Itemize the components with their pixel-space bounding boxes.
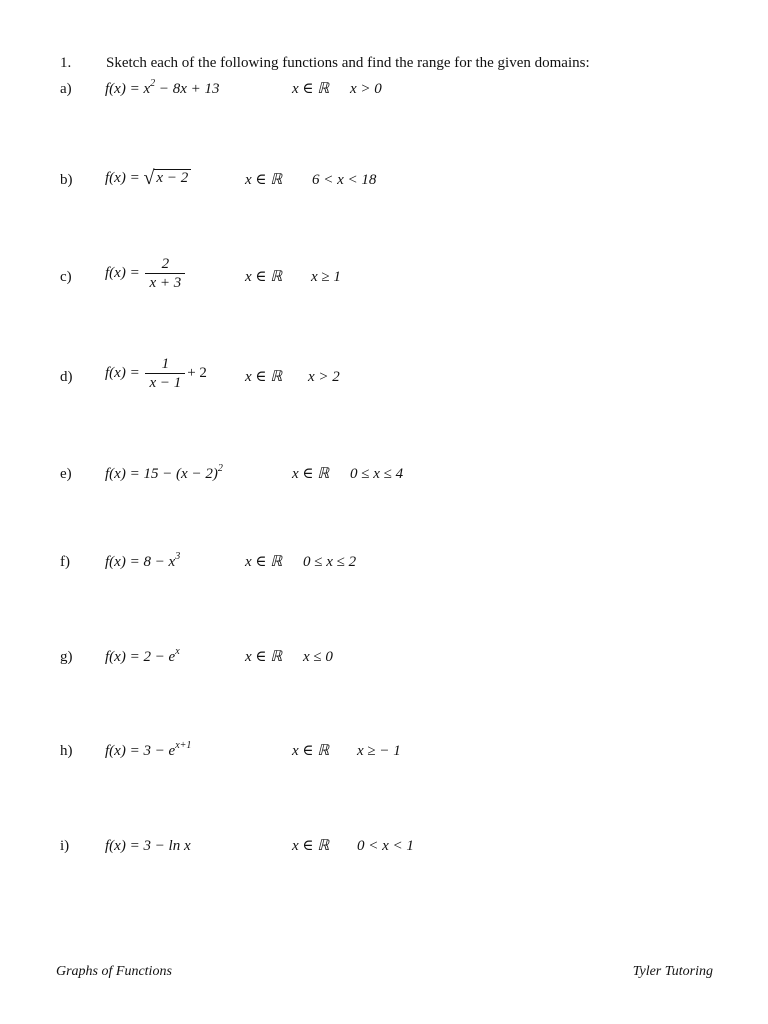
footer-title: Graphs of Functions xyxy=(56,964,172,979)
item-h-set: x ∈ ℝ xyxy=(292,743,330,759)
item-h-label: h) xyxy=(60,743,73,759)
item-g-domain: x ≤ 0 xyxy=(303,649,333,665)
item-d-function: f(x) = $\frac{1}{x - 1}$ + 2 xyxy=(105,356,207,391)
item-c-function: f(x) = $\frac{2}{x + 3}$ xyxy=(105,255,187,292)
item-d-set: x ∈ ℝ xyxy=(245,369,283,385)
item-b-function: f(x) = √ x − 2 xyxy=(105,168,191,188)
item-c-domain: x ≥ 1 xyxy=(311,269,341,285)
question-instruction: Sketch each of the following functions and find the range for the given domains: xyxy=(106,55,590,71)
item-g-function: $f(x) = 2 - e^x$ xyxy=(105,646,180,665)
item-e-set: x ∈ ℝ xyxy=(292,466,330,482)
item-a-function: $f(x) = x^2 - 8x + 13$ xyxy=(105,78,220,97)
item-a-set: x ∈ ℝ xyxy=(292,81,330,97)
item-a-label: a) xyxy=(60,81,72,97)
item-b-label: b) xyxy=(60,172,73,188)
item-f-domain: 0 ≤ x ≤ 2 xyxy=(303,554,357,570)
item-i-set: x ∈ ℝ xyxy=(292,838,330,854)
fraction: $\frac{1}{x - 1}$ xyxy=(145,355,185,392)
item-b-domain: 6 < x < 18 xyxy=(312,172,377,188)
sqrt-sign: √ x − 2 xyxy=(143,168,191,188)
item-c-label: c) xyxy=(60,269,72,285)
item-e-function: $f(x) = 15 - (x - 2)^2$ xyxy=(105,463,223,482)
item-h-domain: x ≥ − 1 xyxy=(357,743,401,759)
item-e-label: e) xyxy=(60,466,72,482)
item-d-domain: x > 2 xyxy=(308,369,340,385)
question-number: 1. xyxy=(60,55,72,71)
item-g-set: x ∈ ℝ xyxy=(245,649,283,665)
item-f-label: f) xyxy=(60,554,70,570)
item-h-function: $f(x) = 3 - e^{x+1}$ xyxy=(105,740,192,759)
item-i-domain: 0 < x < 1 xyxy=(357,838,414,854)
fraction: $\frac{2}{x + 3}$ xyxy=(145,255,185,292)
item-c-set: x ∈ ℝ xyxy=(245,269,283,285)
item-d-label: d) xyxy=(60,369,73,385)
item-b-set: x ∈ ℝ xyxy=(245,172,283,188)
item-i-function: f(x) = 3 − ln x xyxy=(105,838,191,854)
item-g-label: g) xyxy=(60,649,73,665)
item-e-domain: 0 ≤ x ≤ 4 xyxy=(350,466,404,482)
item-a-domain: x > 0 xyxy=(350,81,382,97)
item-f-set: x ∈ ℝ xyxy=(245,554,283,570)
item-f-function: $f(x) = 8 - x^3$ xyxy=(105,551,181,570)
footer-author: Tyler Tutoring xyxy=(632,964,713,979)
item-i-label: i) xyxy=(60,838,70,854)
